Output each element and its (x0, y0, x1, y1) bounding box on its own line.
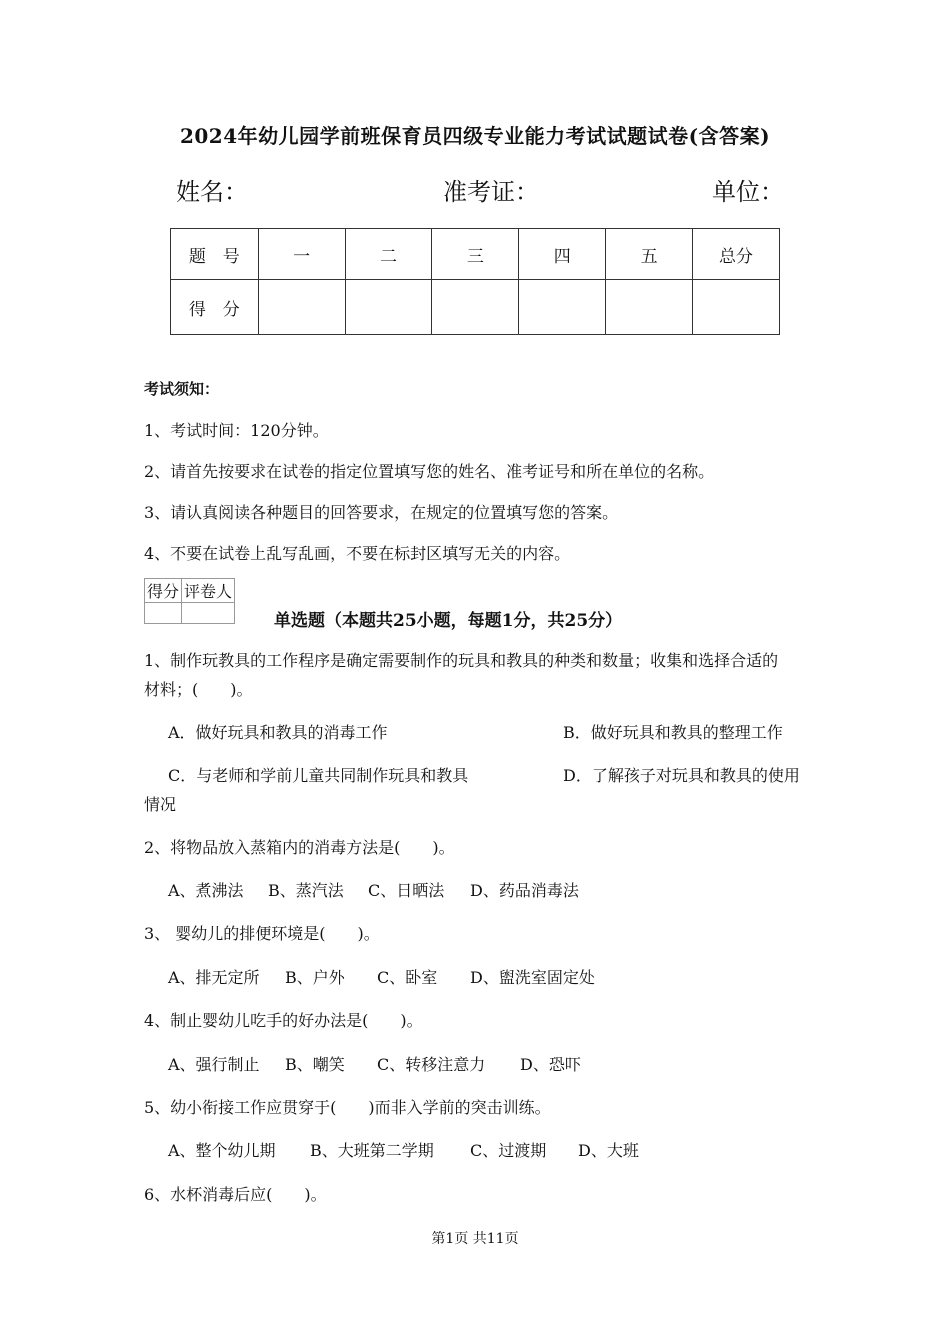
score-header-4: 四 (519, 229, 606, 280)
question-1-option-c[interactable]: C．与老师和学前儿童共同制作玩具和教具 (168, 766, 469, 785)
question-3-option-c[interactable]: C、卧室 (377, 968, 438, 987)
notice-item: 4、不要在试卷上乱写乱画，不要在标封区填写无关的内容。 (144, 544, 571, 563)
page-footer: 第1页 共11页 (431, 1231, 519, 1247)
question-5-option-a[interactable]: A、整个幼儿期 (168, 1141, 276, 1160)
question-5-option-c[interactable]: C、过渡期 (470, 1141, 547, 1160)
question-5-option-d[interactable]: D、大班 (578, 1141, 639, 1160)
question-3-stem: 3、 婴幼儿的排便环境是( )。 (144, 924, 380, 943)
question-1-option-d[interactable]: D．了解孩子对玩具和教具的使用 (563, 766, 800, 785)
notice-item: 2、请首先按要求在试卷的指定位置填写您的姓名、准考证号和所在单位的名称。 (144, 462, 715, 481)
notice-item: 1、考试时间：120分钟。 (144, 421, 329, 440)
question-1-option-a[interactable]: A．做好玩具和教具的消毒工作 (168, 723, 388, 742)
question-2-stem: 2、将物品放入蒸箱内的消毒方法是( )。 (144, 838, 455, 857)
score-cell-total[interactable] (693, 280, 780, 335)
exam-id-field-label: 准考证： (443, 178, 539, 206)
notice-item: 3、请认真阅读各种题目的回答要求，在规定的位置填写您的答案。 (144, 503, 619, 522)
question-2-option-c[interactable]: C、日晒法 (368, 881, 445, 900)
question-4-option-a[interactable]: A、强行制止 (168, 1055, 260, 1074)
question-5-option-b[interactable]: B、大班第二学期 (310, 1141, 434, 1160)
score-header-total: 总分 (693, 229, 780, 280)
question-3-option-a[interactable]: A、排无定所 (168, 968, 260, 987)
question-1-stem-cont: 材料；( )。 (144, 680, 253, 699)
question-1-option-b[interactable]: B．做好玩具和教具的整理工作 (563, 723, 783, 742)
score-cell-5[interactable] (606, 280, 693, 335)
grader-score-label: 得分 (145, 579, 182, 603)
question-1-stem: 1、制作玩教具的工作程序是确定需要制作的玩具和教具的种类和数量；收集和选择合适的 (144, 651, 779, 670)
score-table-header-row (171, 229, 780, 280)
question-4-stem: 4、制止婴幼儿吃手的好办法是( )。 (144, 1011, 423, 1030)
score-header-3: 三 (432, 229, 519, 280)
score-cell-4[interactable] (519, 280, 606, 335)
question-2-option-a[interactable]: A、煮沸法 (168, 881, 244, 900)
unit-field-label: 单位： (712, 178, 784, 206)
score-cell-1[interactable] (258, 280, 345, 335)
score-header-2: 二 (345, 229, 432, 280)
grader-name-label: 评卷人 (182, 579, 235, 603)
score-cell-3[interactable] (432, 280, 519, 335)
name-field-label: 姓名： (176, 178, 248, 206)
grader-score-cell[interactable] (145, 603, 182, 624)
page-title: 2024年幼儿园学前班保育员四级专业能力考试试题试卷(含答案) (179, 124, 771, 148)
score-row-label: 得 分 (171, 280, 259, 335)
question-2-option-d[interactable]: D、药品消毒法 (470, 881, 579, 900)
score-table-score-row (171, 280, 780, 335)
grader-name-cell[interactable] (182, 603, 235, 624)
question-2-option-b[interactable]: B、蒸汽法 (268, 881, 344, 900)
section-heading: 单选题（本题共25小题，每题1分，共25分） (274, 611, 623, 631)
score-table (170, 228, 780, 335)
score-header-5: 五 (606, 229, 693, 280)
score-header-label: 题 号 (171, 229, 259, 280)
score-cell-2[interactable] (345, 280, 432, 335)
question-3-option-d[interactable]: D、盥洗室固定处 (470, 968, 595, 987)
question-4-option-d[interactable]: D、恐吓 (520, 1055, 581, 1074)
question-4-option-b[interactable]: B、嘲笑 (285, 1055, 345, 1074)
notice-heading: 考试须知： (144, 380, 220, 398)
grader-box (144, 578, 235, 624)
score-header-1: 一 (258, 229, 345, 280)
question-5-stem: 5、幼小衔接工作应贯穿于( )而非入学前的突击训练。 (144, 1098, 551, 1117)
question-6-stem: 6、水杯消毒后应( )。 (144, 1185, 327, 1204)
question-1-option-d-cont: 情况 (144, 795, 177, 814)
question-4-option-c[interactable]: C、转移注意力 (377, 1055, 486, 1074)
question-3-option-b[interactable]: B、户外 (285, 968, 345, 987)
